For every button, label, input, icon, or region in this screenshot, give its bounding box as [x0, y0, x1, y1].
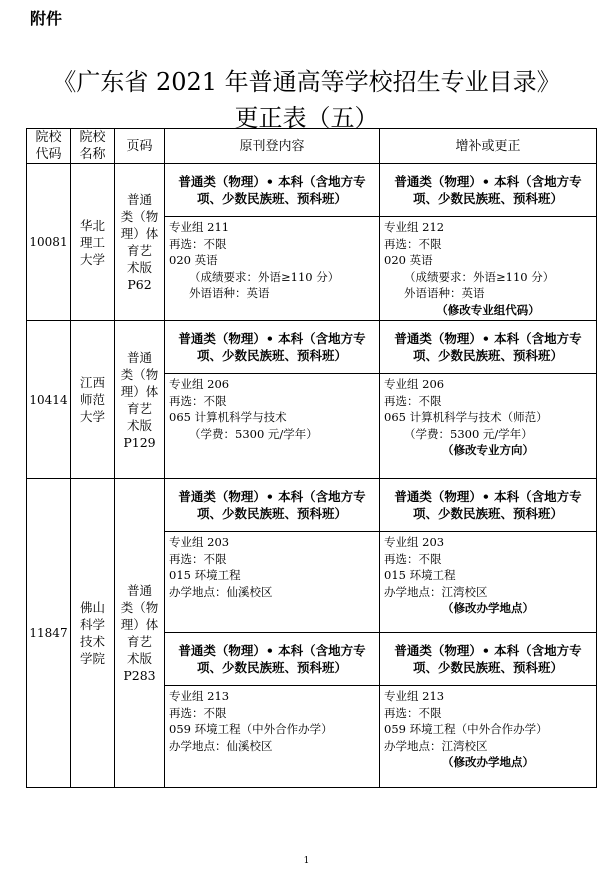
- detail-line: （学费：5300 元/学年）: [189, 426, 318, 441]
- page-number: 1: [303, 856, 310, 866]
- school-name-cell: 华北 理工 大学: [71, 164, 115, 321]
- correction-note: （修改专业方向）: [442, 443, 534, 457]
- correction-note: （修改办学地点）: [442, 755, 534, 769]
- correction-note: （修改办学地点）: [442, 601, 534, 615]
- correction-note: （修改专业组代码）: [436, 302, 540, 317]
- detail-line: 020 英语: [384, 253, 433, 267]
- detail-line: （成绩要求：外语≥110 分）: [404, 269, 555, 284]
- header-school-name: 院校 名称: [71, 129, 115, 164]
- detail-line: 059 环境工程（中外合作办学）: [384, 722, 548, 736]
- header-original-content: 原刊登内容: [165, 129, 380, 164]
- detail-line: 015 环境工程: [169, 568, 241, 582]
- detail-line: 再选：不限: [169, 551, 227, 566]
- page-cell: 普通 类（物 理）体 育艺 术版 P283: [115, 479, 165, 788]
- table-row: [27, 164, 597, 217]
- document-subtitle: 更正表（五）: [234, 104, 379, 132]
- detail-line: 065 计算机科学与技术: [169, 410, 287, 424]
- document-title: 《广东省 2021 年普通高等学校招生专业目录》: [52, 68, 561, 96]
- detail-line: 再选：不限: [169, 705, 227, 720]
- detail-line: 专业组 212: [384, 220, 445, 234]
- correction-category-cell: 普通类（物理）• 本科（含地方专项、少数民族班、预科班）: [380, 164, 597, 217]
- detail-line: 020 英语: [169, 253, 218, 267]
- detail-line: 专业组 206: [384, 377, 445, 391]
- detail-line: 专业组 213: [169, 689, 230, 703]
- correction-detail-cell: [380, 686, 597, 788]
- detail-line: 再选：不限: [169, 236, 227, 251]
- header-school-code: 院校 代码: [27, 129, 71, 164]
- school-code-cell: 11847: [27, 479, 71, 788]
- table-row: [27, 321, 597, 374]
- header-correction: 增补或更正: [380, 129, 597, 164]
- detail-line: 外语语种：英语: [189, 286, 270, 300]
- original-detail-cell: [165, 532, 380, 633]
- correction-table: [26, 128, 597, 788]
- table-header-row: [27, 129, 597, 164]
- correction-category-cell: 普通类（物理）• 本科（含地方专项、少数民族班、预科班）: [380, 479, 597, 532]
- detail-line: （学费：5300 元/学年）: [404, 426, 533, 441]
- original-category-cell: 普通类（物理）• 本科（含地方专项、少数民族班、预科班）: [165, 479, 380, 532]
- original-detail-cell: [165, 217, 380, 321]
- detail-line: 065 计算机科学与技术（师范）: [384, 410, 548, 424]
- detail-line: 办学地点：江湾校区: [384, 738, 488, 753]
- correction-detail-cell: [380, 217, 597, 321]
- detail-line: （成绩要求：外语≥110 分）: [189, 269, 340, 284]
- detail-line: 再选：不限: [169, 393, 227, 408]
- detail-line: 专业组 203: [169, 535, 230, 549]
- attachment-label: 附件: [30, 9, 63, 28]
- detail-line: 专业组 203: [384, 535, 445, 549]
- correction-category-cell: 普通类（物理）• 本科（含地方专项、少数民族班、预科班）: [380, 321, 597, 374]
- header-page: 页码: [115, 129, 165, 164]
- school-name-cell: 佛山 科学 技术 学院: [71, 479, 115, 788]
- detail-line: 再选：不限: [384, 551, 442, 566]
- detail-line: 015 环境工程: [384, 568, 456, 582]
- detail-line: 外语语种：英语: [404, 286, 485, 300]
- correction-category-cell: 普通类（物理）• 本科（含地方专项、少数民族班、预科班）: [380, 633, 597, 686]
- original-category-cell: 普通类（物理）• 本科（含地方专项、少数民族班、预科班）: [165, 321, 380, 374]
- detail-line: 办学地点：仙溪校区: [169, 738, 273, 753]
- correction-detail-cell: [380, 374, 597, 479]
- detail-line: 专业组 211: [169, 220, 230, 234]
- original-detail-cell: [165, 686, 380, 788]
- school-code-cell: 10414: [27, 321, 71, 479]
- school-code-cell: 10081: [27, 164, 71, 321]
- table-row: [27, 479, 597, 532]
- detail-line: 059 环境工程（中外合作办学）: [169, 722, 333, 736]
- page-cell: 普通 类（物 理）体 育艺 术版 P129: [115, 321, 165, 479]
- detail-line: 再选：不限: [384, 236, 442, 251]
- original-detail-cell: [165, 374, 380, 479]
- detail-line: 再选：不限: [384, 393, 442, 408]
- page-cell: 普通 类（物 理）体 育艺 术版 P62: [115, 164, 165, 321]
- correction-detail-cell: [380, 532, 597, 633]
- original-category-cell: 普通类（物理）• 本科（含地方专项、少数民族班、预科班）: [165, 164, 380, 217]
- school-name-cell: 江西 师范 大学: [71, 321, 115, 479]
- detail-line: 专业组 206: [169, 377, 230, 391]
- detail-line: 办学地点：仙溪校区: [169, 584, 273, 599]
- detail-line: 再选：不限: [384, 705, 442, 720]
- detail-line: 专业组 213: [384, 689, 445, 703]
- original-category-cell: 普通类（物理）• 本科（含地方专项、少数民族班、预科班）: [165, 633, 380, 686]
- detail-line: 办学地点：江湾校区: [384, 584, 488, 599]
